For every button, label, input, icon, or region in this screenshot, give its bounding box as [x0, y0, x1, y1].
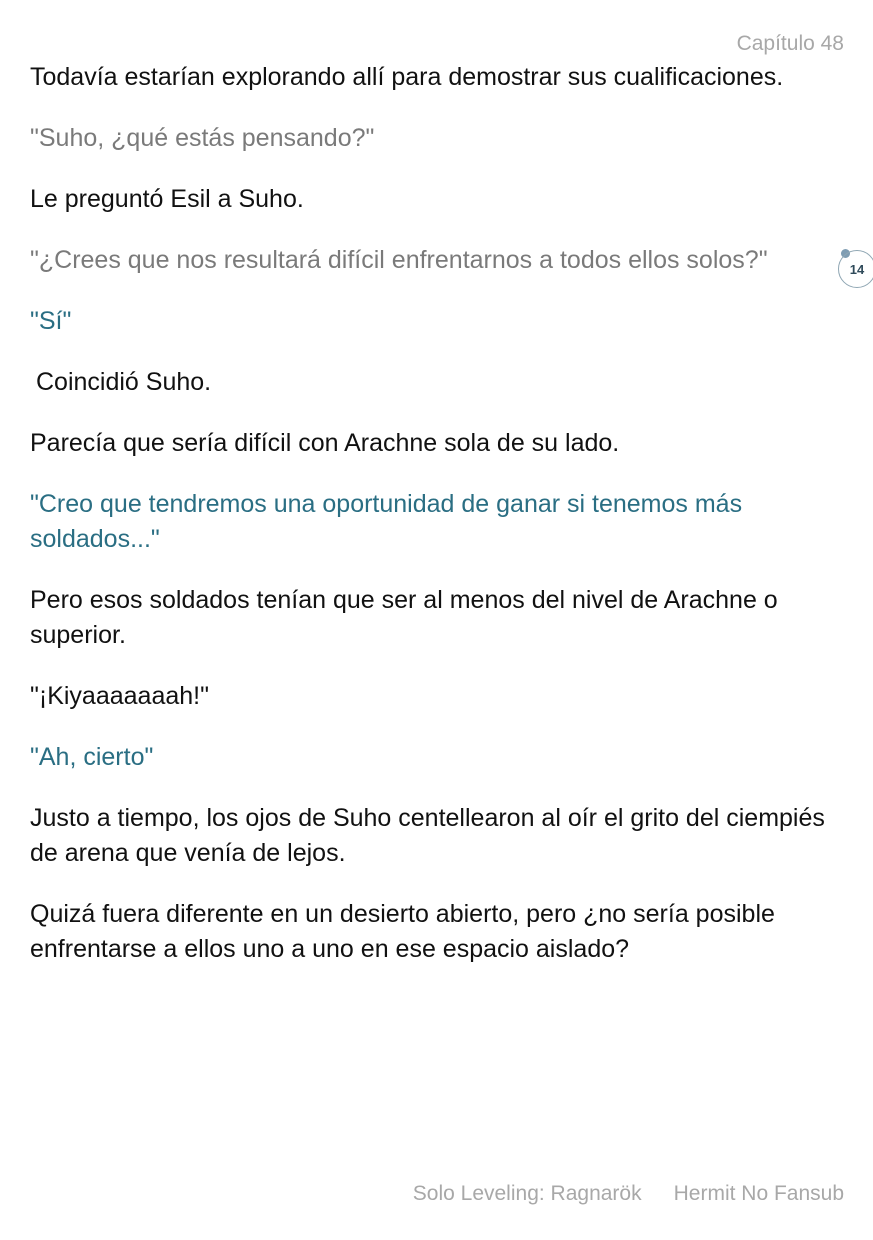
dialogue-line: "Creo que tendremos una oportunidad de ganar si tenemos más soldados...": [30, 490, 743, 553]
page-number-badge[interactable]: 14: [838, 250, 873, 288]
paragraph: Quizá fuera diferente en un desierto abierto, pero ¿no sería posible enfrentarse a ellos uno a uno en ese espacio aislado?: [30, 900, 775, 963]
dialogue-line: "¿Crees que nos resultará difícil enfrentarnos a todos ellos solos?": [30, 246, 768, 274]
paragraph: Justo a tiempo, los ojos de Suho centellearon al oír el grito del ciempiés de arena que venía de lejos.: [30, 804, 825, 867]
page-footer: [413, 1182, 844, 1206]
paragraph: Pero esos soldados tenían que ser al menos del nivel de Arachne o superior.: [30, 586, 778, 649]
dialogue-line: "Ah, cierto": [30, 743, 154, 771]
dialogue-line: "Sí": [30, 307, 72, 335]
chapter-label: Capítulo 48: [736, 32, 844, 55]
footer-credit: Hermit No Fansub: [673, 1182, 844, 1205]
paragraph: Le preguntó Esil a Suho.: [30, 185, 304, 213]
chapter-text: [30, 60, 842, 993]
paragraph: Coincidió Suho.: [36, 368, 212, 396]
dialogue-line: "¡Kiyaaaaaaah!": [30, 682, 209, 710]
footer-book-title: Solo Leveling: Ragnarök: [412, 1182, 642, 1205]
paragraph: Todavía estarían explorando allí para demostrar sus cualificaciones.: [30, 63, 784, 91]
dialogue-line: "Suho, ¿qué estás pensando?": [30, 124, 375, 152]
paragraph: Parecía que sería difícil con Arachne sola de su lado.: [30, 429, 620, 457]
